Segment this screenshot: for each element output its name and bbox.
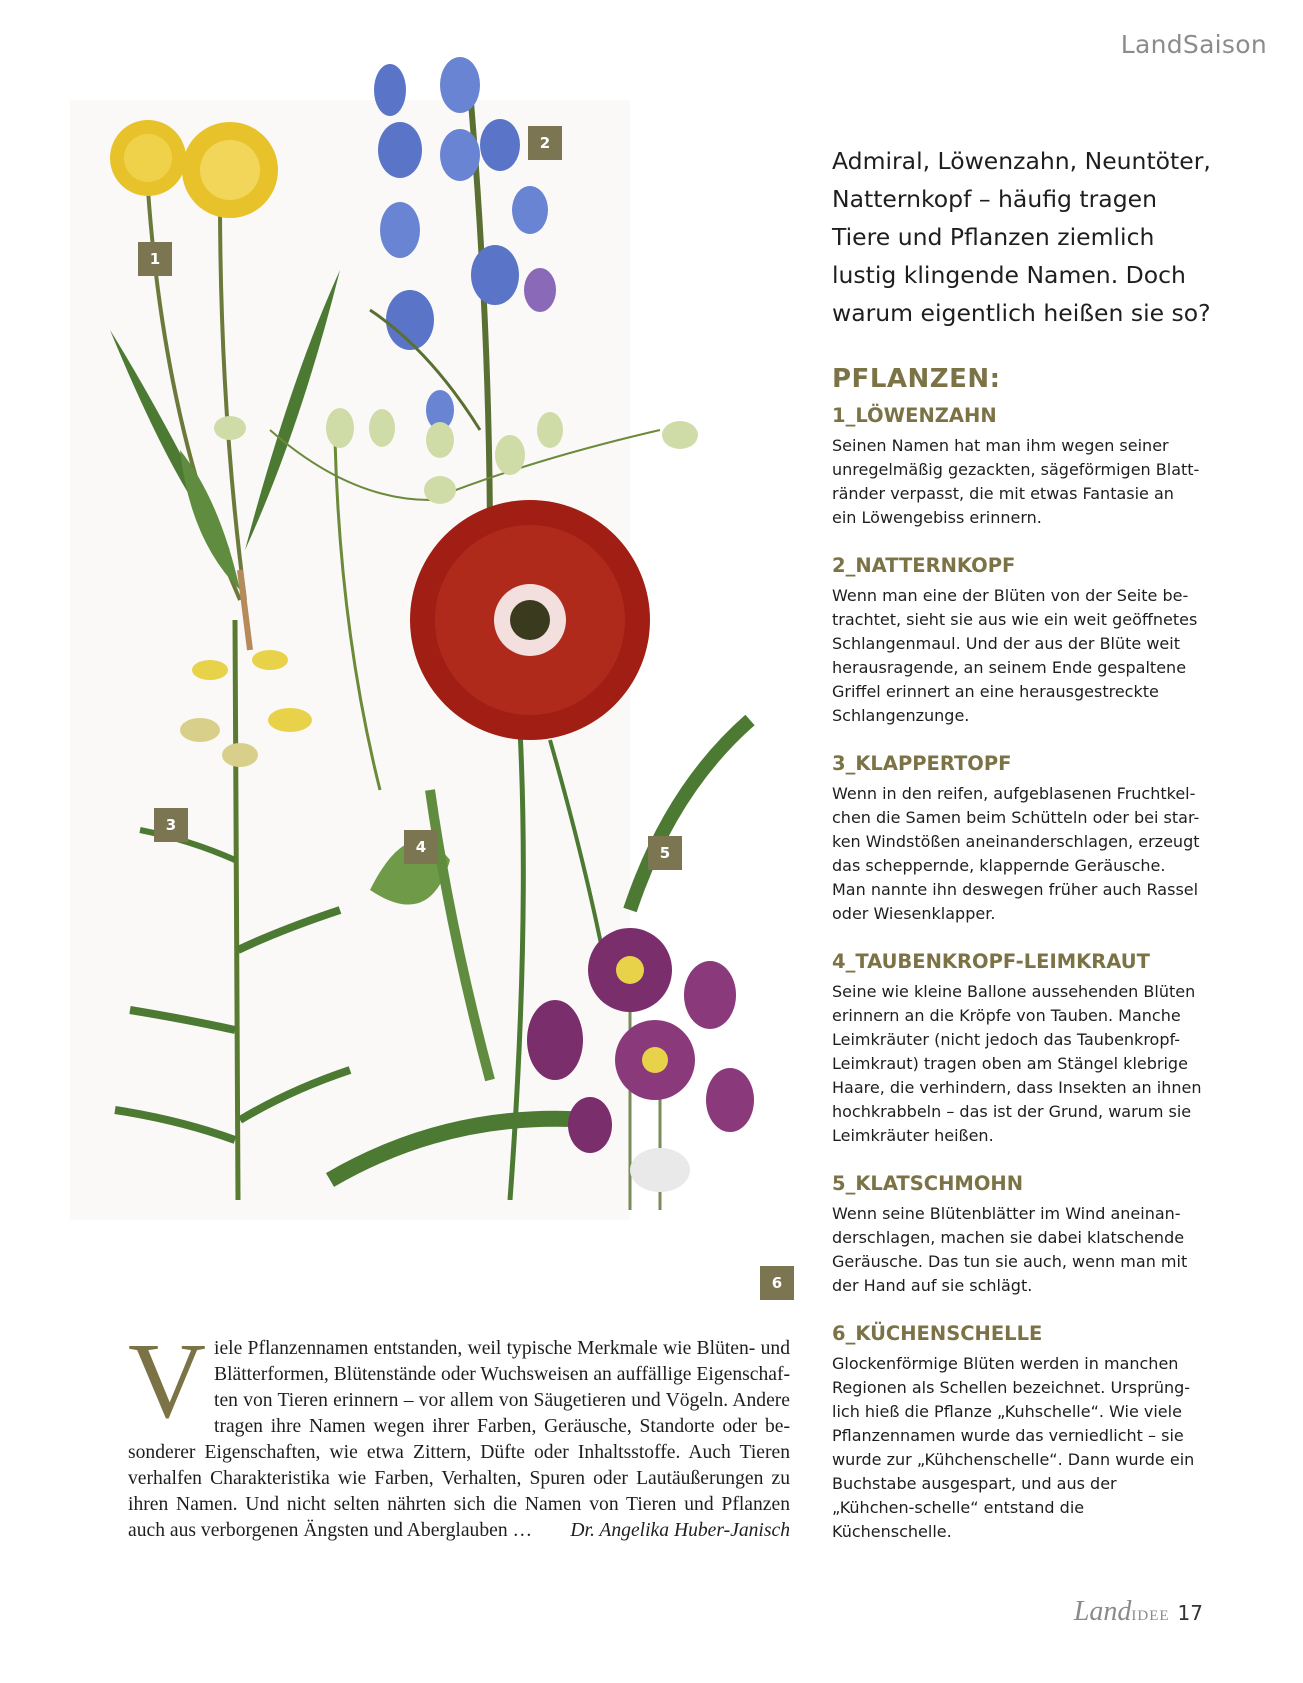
plant-entry <box>832 1172 1212 1298</box>
plant-text: Wenn seine Blütenblätter im Wind aneinan-derschlagen, machen sie dabei klatschende Geräusche. Das tun sie auch, wenn man mit der Hand auf sie schlägt. <box>832 1204 1188 1295</box>
plant-badge: 2 <box>528 126 562 160</box>
plant-text: Seinen Namen hat man ihm wegen seiner unregelmäßig gezackten, sägeförmigen Blatt-ränder verpasst, die mit etwas Fantasie an ein Löwengebiss erinnern. <box>832 436 1200 527</box>
plant-text: Wenn in den reifen, aufgeblasenen Fruchtkel-chen die Samen beim Schütteln oder bei star-ken Windstößen aneinanderschlagen, erzeugt das scheppernde, klappernde Geräusche. Man nannte ihn deswegen früher auch Rassel oder Wiesenklapper. <box>832 784 1200 923</box>
plant-badge: 4 <box>404 830 438 864</box>
plant-title: 4_TAUBENKROPF-LEIMKRAUT <box>832 950 1150 973</box>
plant-text: Seine wie kleine Ballone aussehenden Blüten erinnern an die Kröpfe von Tauben. Manche Leimkräuter (nicht jedoch das Taubenkropf-Leimkraut) tragen oben am Stängel klebrige Haare, die verhindern, dass Insekten an ihnen hochkrabbeln – das ist der Grund, warum sie Leimkräuter heißen. <box>832 982 1202 1145</box>
plant-entry <box>832 554 1212 728</box>
section-tag: LandSaison <box>1120 30 1267 59</box>
plant-title: 1_LÖWENZAHN <box>832 404 997 427</box>
page-number: 17 <box>1177 1601 1203 1625</box>
plant-text: Wenn man eine der Blüten von der Seite be-trachtet, sieht sie aus wie ein weit geöffnetes Schlangenmaul. Und der aus der Blüte weit herausragende, an seinem Ende gespaltene Griffel erinnert an eine herausgestreckte Schlangenzunge. <box>832 586 1198 725</box>
plant-entry <box>832 752 1212 926</box>
plant-title: 5_KLATSCHMOHN <box>832 1172 1024 1195</box>
plant-badge: 3 <box>154 808 188 842</box>
plant-entry <box>832 404 1212 530</box>
plant-title: 3_KLAPPERTOPF <box>832 752 1012 775</box>
plant-entry <box>832 1322 1212 1544</box>
drop-cap: V <box>128 1322 206 1441</box>
right-column <box>832 142 1212 1568</box>
lead-text: iele Pflanzennamen entstanden, weil typische Merkmale wie Blüten- und Blätterformen, Blütenstände oder Wuchsweisen an auffällige Eigenschaf-ten von Tieren erinnern – vor allem von Säugetieren und Vögeln. Andere tragen ihre Namen wegen ihrer Farben, Geräusche, Standorte oder be-sonderer Eigenschaften, wie etwa Zittern, Düfte oder Inhaltsstoffe. Auch Tieren verhalfen Charakteristika wie Farben, Verhalten, Spuren oder Lautäußerungen zu ihren Namen. Und nicht selten nährten sich die Namen von Tieren und Pflanzen auch aus verborgenen Ängsten und Aberglauben … <box>128 1338 790 1541</box>
plant-text: Glockenförmige Blüten werden in manchen Regionen als Schellen bezeichnet. Ursprüng-lich hieß die Pflanze „Kuhschelle“. Wie viele Pflanzennamen wurde das verniedlicht – sie wurde zur „Kühchenschelle“. Dann wurde ein Buchstabe ausgespart, und aus der „Kühchen-schelle“ entstand die Küchenschelle. <box>832 1354 1195 1541</box>
author-name: Dr. Angelika Huber-Janisch <box>570 1520 790 1541</box>
plant-title: 6_KÜCHENSCHELLE <box>832 1322 1043 1345</box>
plant-title: 2_NATTERNKOPF <box>832 554 1016 577</box>
intro-text: Admiral, Löwenzahn, Neuntöter, Natternkopf – häufig tragen Tiere und Pflanzen ziemlich lustig klingende Namen. Doch warum eigentlich heißen sie so? <box>832 147 1211 327</box>
plant-badge: 5 <box>648 836 682 870</box>
botanical-illustration <box>70 30 830 1320</box>
plant-badge: 1 <box>138 242 172 276</box>
plant-entry <box>832 950 1212 1148</box>
plants-drawing <box>70 30 830 1320</box>
lead-paragraph <box>128 1322 790 1544</box>
logo-main: Land <box>1073 1596 1132 1627</box>
plants-heading: PFLANZEN: <box>832 364 1001 394</box>
magazine-logo <box>1074 1596 1170 1628</box>
plant-badge: 6 <box>760 1266 794 1300</box>
logo-small: IDEE <box>1131 1608 1170 1624</box>
page-footer <box>1074 1596 1203 1628</box>
